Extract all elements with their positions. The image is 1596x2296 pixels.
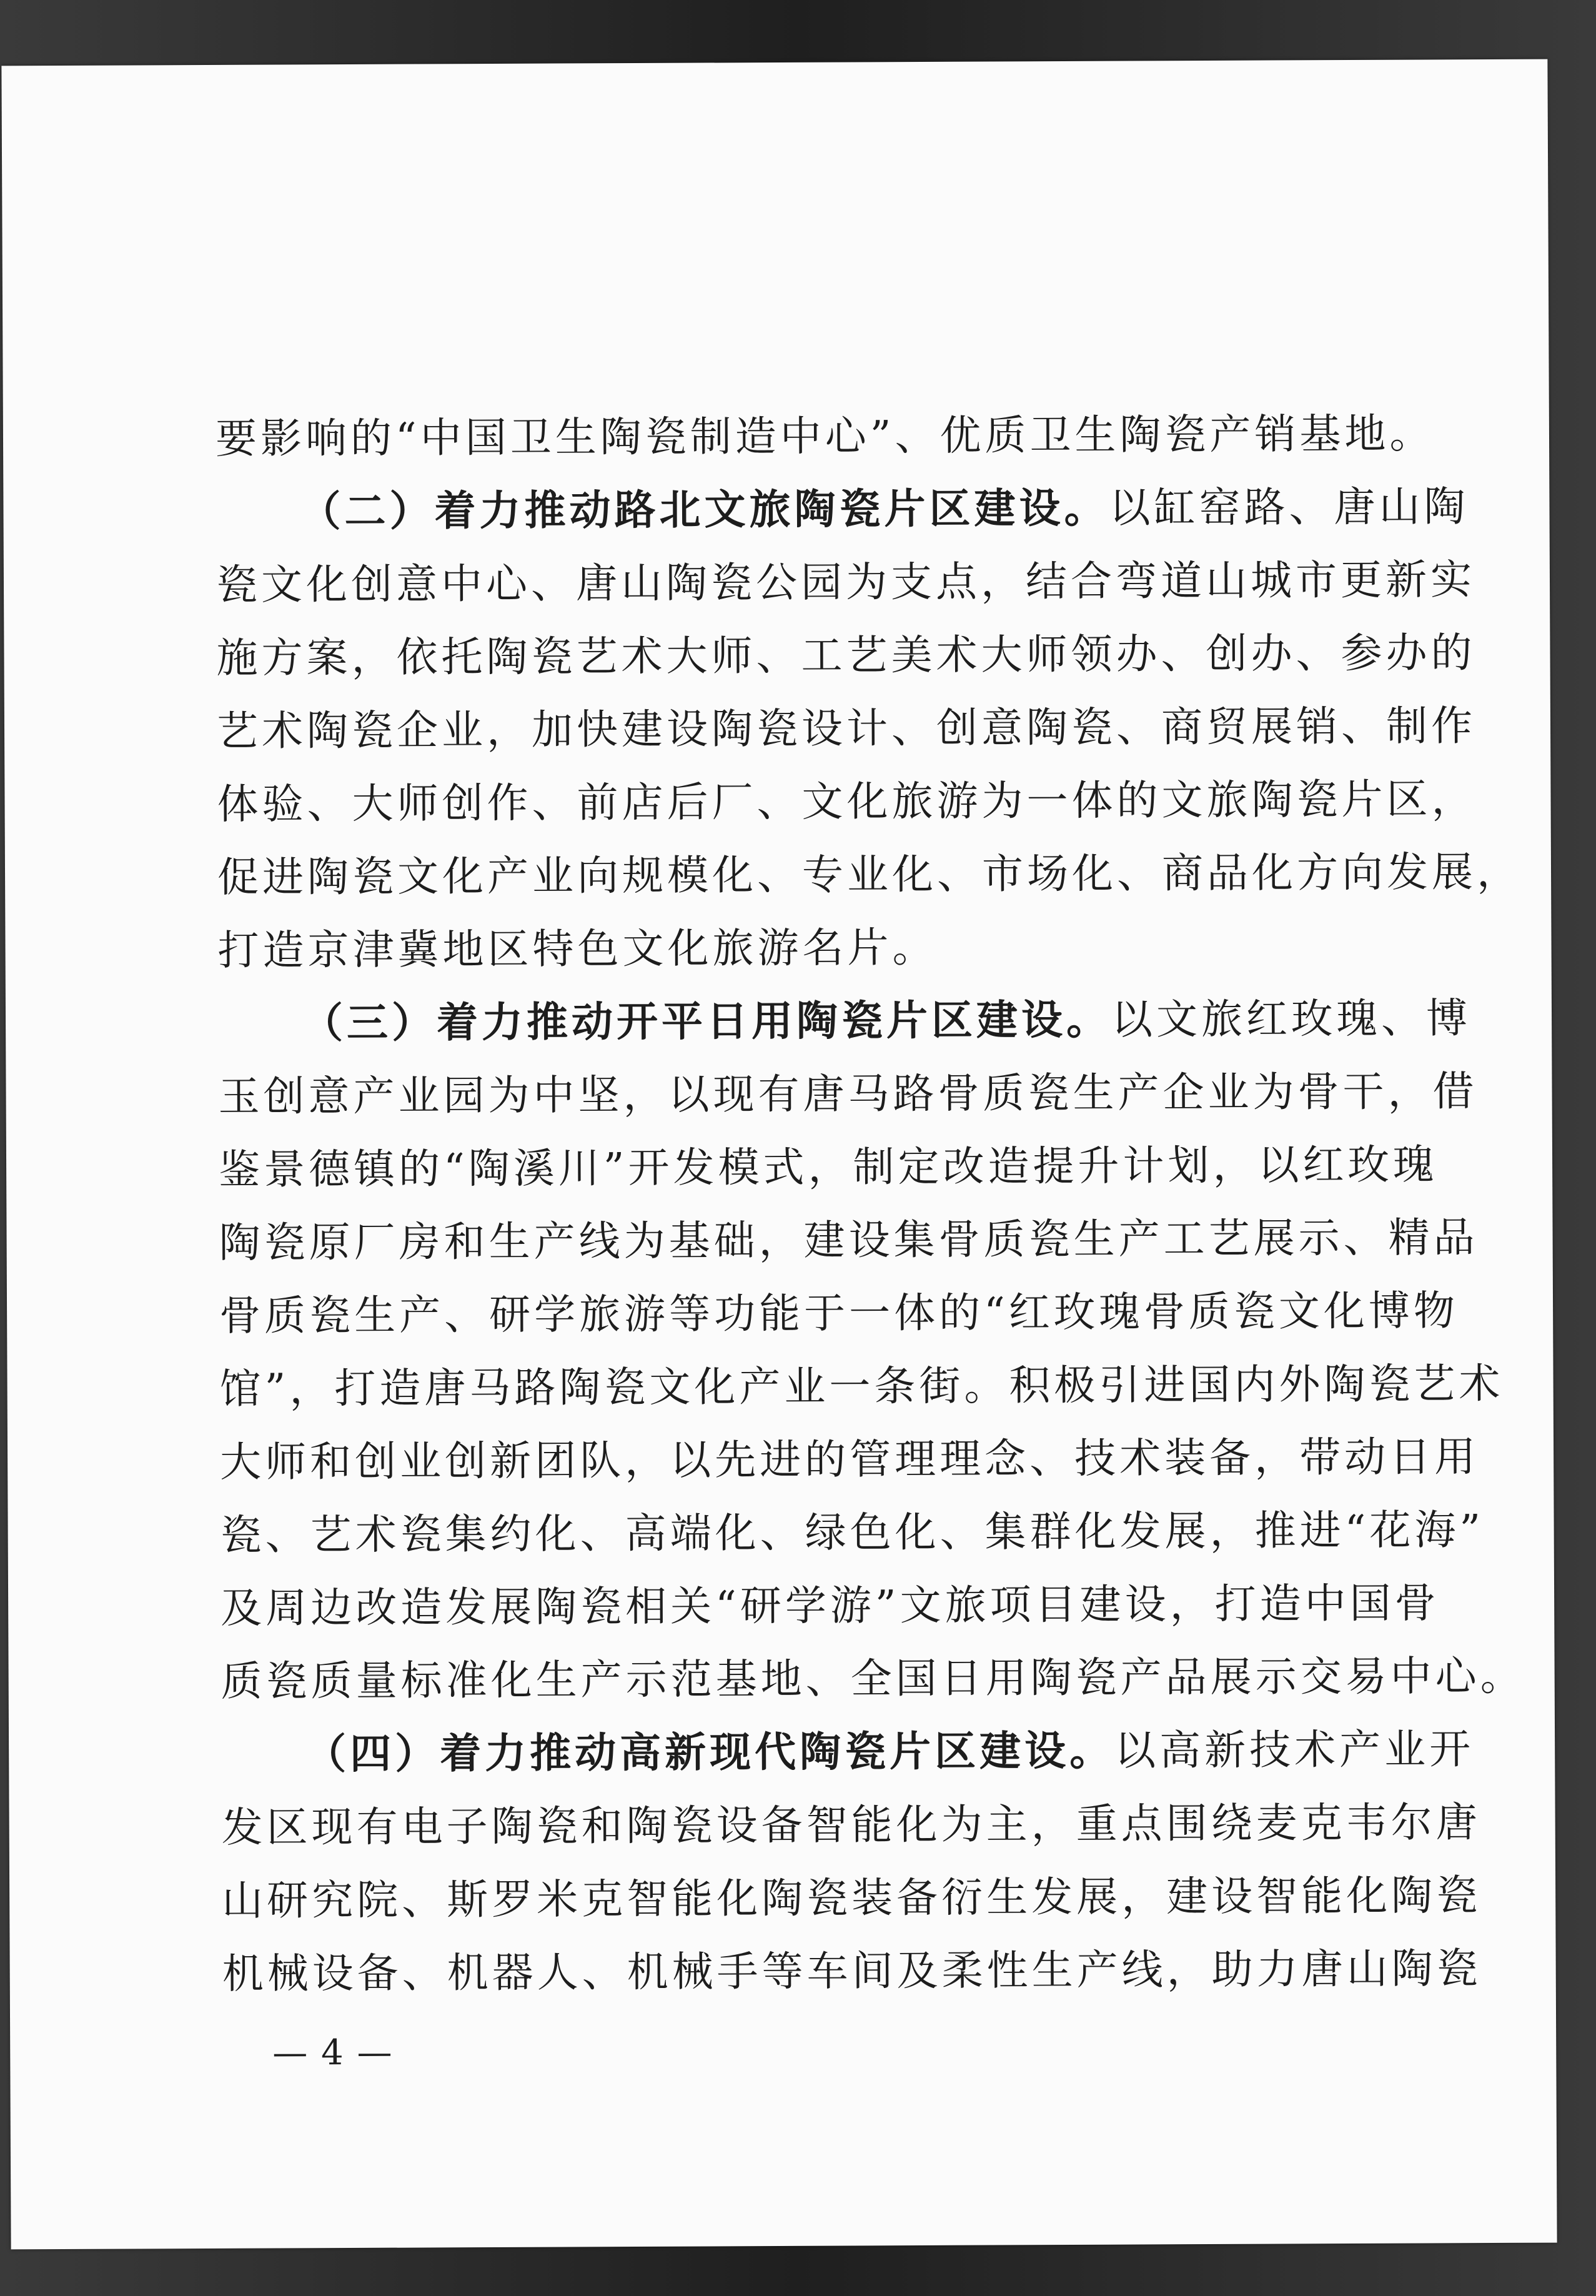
- text-line-fragment: 以高新技术产业开: [1114, 1725, 1475, 1775]
- text-line: 鉴景德镇的“陶溪川”开发模式，制定改造提升计划，以红玫瑰: [218, 1140, 1438, 1194]
- page-number: — 4 —: [272, 2032, 394, 2074]
- text-line: [221, 1713, 1475, 1791]
- text-line: 体验、大师创作、前店后厂、文化旅游为一体的文旅陶瓷片区，: [217, 775, 1477, 828]
- text-line: 艺术陶瓷企业，加快建设陶瓷设计、创意陶瓷、商贸展销、制作: [216, 702, 1477, 755]
- text-line: 及周边改造发展陶瓷相关“研学游”文旅项目建设，打造中国骨: [220, 1579, 1440, 1633]
- text-line: 瓷文化创意中心、唐山陶瓷公园为支点，结合弯道山城市更新实: [216, 555, 1476, 609]
- section-heading-4: （四）着力推动高新现代陶瓷片区建设。: [305, 1726, 1115, 1779]
- text-line: 要影响的“中国卫生陶瓷制造中心”、优质卫生陶瓷产销基地。: [215, 409, 1435, 463]
- body-text: [215, 397, 1525, 2010]
- text-line: 质瓷质量标准化生产示范基地、全国日用陶瓷产品展示交易中心。: [221, 1651, 1525, 1706]
- document-page: [1, 59, 1557, 2250]
- section-heading-2: （二）着力推动路北文旅陶瓷片区建设。: [299, 483, 1109, 536]
- text-line-fragment: 以缸窑路、唐山陶: [1109, 482, 1469, 532]
- text-line: 山研究院、斯罗米克智能化陶瓷装备衍生发展，建设智能化陶瓷: [222, 1871, 1482, 1925]
- text-line: 玉创意产业园为中坚，以现有唐马路骨质瓷生产企业为骨干，借: [218, 1067, 1478, 1121]
- text-line: [216, 470, 1469, 549]
- text-line: 施方案，依托陶瓷艺术大师、工艺美术大师领办、创办、参办的: [216, 629, 1476, 682]
- text-line: 发区现有电子陶瓷和陶瓷设备智能化为主，重点围绕麦克韦尔唐: [221, 1798, 1481, 1852]
- text-line: 骨质瓷生产、研学旅游等功能于一体的“红玫瑰骨质瓷文化博物: [219, 1286, 1459, 1340]
- text-line: 打造京津冀地区特色文化旅游名片。: [217, 923, 938, 975]
- section-heading-3: （三）着力推动开平日用陶瓷片区建设。: [301, 995, 1112, 1048]
- text-line: 陶瓷原厂房和生产线为基础，建设集骨质瓷生产工艺展示、精品: [219, 1213, 1479, 1267]
- text-line: [218, 982, 1472, 1060]
- text-line: 瓷、艺术瓷集约化、高端化、绿色化、集群化发展，推进“花海”: [220, 1506, 1485, 1559]
- text-line: 促进陶瓷文化产业向规模化、专业化、市场化、商品化方向发展，: [217, 847, 1522, 902]
- text-line: 馆”，打造唐马路陶瓷文化产业一条街。积极引进国内外陶瓷艺术: [219, 1359, 1504, 1413]
- text-line: 大师和创业创新团队，以先进的管理理念、技术装备，带动日用: [219, 1433, 1480, 1486]
- text-line-fragment: 以文旅红玫瑰、博: [1111, 994, 1472, 1044]
- text-line: 机械设备、机器人、机械手等车间及柔性生产线，助力唐山陶瓷: [222, 1944, 1482, 1998]
